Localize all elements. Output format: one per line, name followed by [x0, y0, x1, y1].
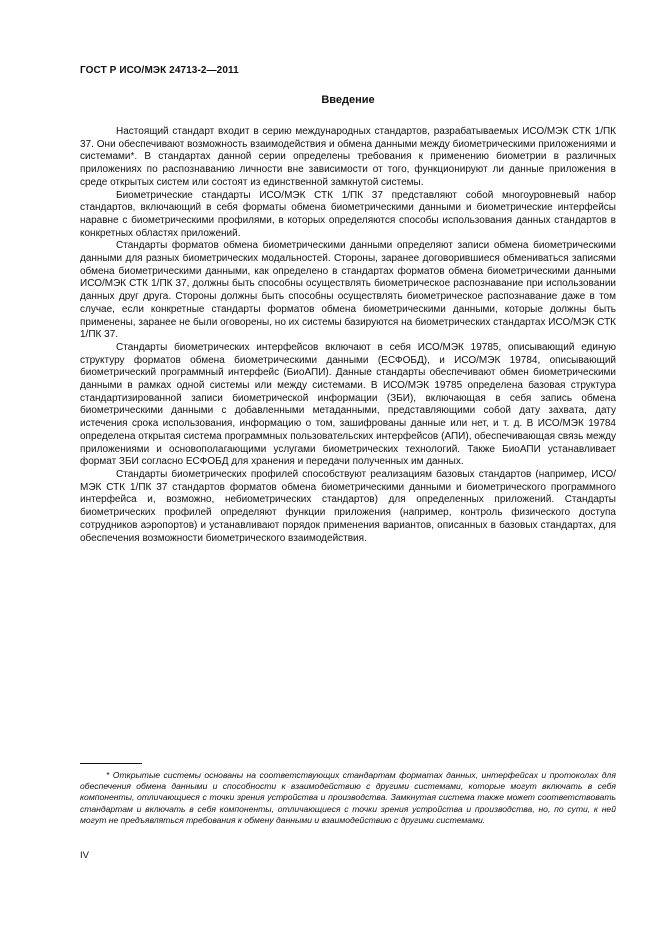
section-body [80, 126, 616, 545]
paragraph-3: Стандарты форматов обмена биометрическими данными определяют записи обмена биометрическими данными для разных биометрических модальностей. Стороны, заранее договорившиеся обмениваться записями обмена биометрическими данными, как определено в стандартах форматов обмена биометрическими данными ИСО/МЭК СТК 1/ПК 37, должны быть способны осуществлять биометрическое распознавание при использовании данных друг друга. Стороны должны быть способны осуществлять биометрическое распознавание даже в том случае, если конкретные стандарты форматов обмена биометрическими данными, которые должны быть применены, заранее не были оговорены, но их системы базируются на биометрических стандартах ИСО/МЭК СТК 1/ПК 37. [80, 240, 616, 341]
footnote-divider [80, 763, 142, 764]
footnote: * Открытые системы основаны на соответствующих стандартам форматах данных, интерфейсах и протоколах для обеспечения обмена данными и способности к взаимодействию с другими системами, которые могут включать в себя компоненты, отличающиеся с точки зрения устройства и производства. Замкнутая система также может соответствовать стандартам и включать в себя компоненты, отличающиеся с точки зрения устройства и производства, но, по сути, к ней могут не предъявляться требования к обмену данными и взаимодействию с другими системами. [80, 770, 616, 825]
section-title: Введение [321, 94, 375, 106]
paragraph-5: Стандарты биометрических профилей способствуют реализациям базовых стандартов (например, ИСО/МЭК СТК 1/ПК 37 стандартов форматов обмена биометрическими данными и биометрического программного интерфейса и, возможно, небиометрических стандартов) для определенных приложений. Стандарты биометрических профилей определяют функции приложения (например, контроль физического доступа сотрудников аэропортов) и устанавливают порядок применения вариантов, описанных в базовых стандартах, для обеспечения возможности биометрического взаимодействия. [80, 468, 616, 544]
page-number: IV [80, 850, 89, 861]
document-header: ГОСТ Р ИСО/МЭК 24713-2—2011 [80, 65, 239, 76]
paragraph-2: Биометрические стандарты ИСО/МЭК СТК 1/ПК 37 представляют собой многоуровневый набор стандартов, включающий в себя форматы обмена биометрическими данными и биометрические интерфейсы наравне с биометрическими профилями, в которых определяются способы использования данных стандартов в конкретных областях приложений. [80, 189, 616, 239]
paragraph-4: Стандарты биометрических интерфейсов включают в себя ИСО/МЭК 19785, описывающий единую структуру форматов обмена биометрическими данными (ЕСФОБД), и ИСО/МЭК 19784, описывающий биометрический программный интерфейс (БиоАПИ). Данные стандарты обеспечивают обмен биометрическими данными в рамках одной системы или между системами. В ИСО/МЭК 19785 определена базовая структура стандартизированной записи биометрической информации (ЗБИ), включающая в себя запись обмена биометрическими данными с добавленными метаданными, представляющими собой дату захвата, дату истечения срока использования, информацию о том, зашифрованы данные или нет, и т. д. В ИСО/МЭК 19784 определена открытая система программных пользовательских интерфейсов (АПИ), обеспечивающая связь между приложениями и основополагающими услугами биометрических технологий. Также БиоАПИ устанавливает формат ЗБИ согласно ЕСФОБД для хранения и передачи полученных им данных. [80, 341, 616, 468]
paragraph-1: Настоящий стандарт входит в серию международных стандартов, разрабатываемых ИСО/МЭК СТК 1/ПК 37. Они обеспечивают возможность взаимодействия и обмена данными между биометрическими приложениями и системами*. В стандартах данной серии определены требования к применению биометрии в различных приложениях по распознаванию личности вне зависимости от того, функционируют ли данные приложения в среде открытых систем или состоят из единственной замкнутой системы. [80, 126, 616, 188]
